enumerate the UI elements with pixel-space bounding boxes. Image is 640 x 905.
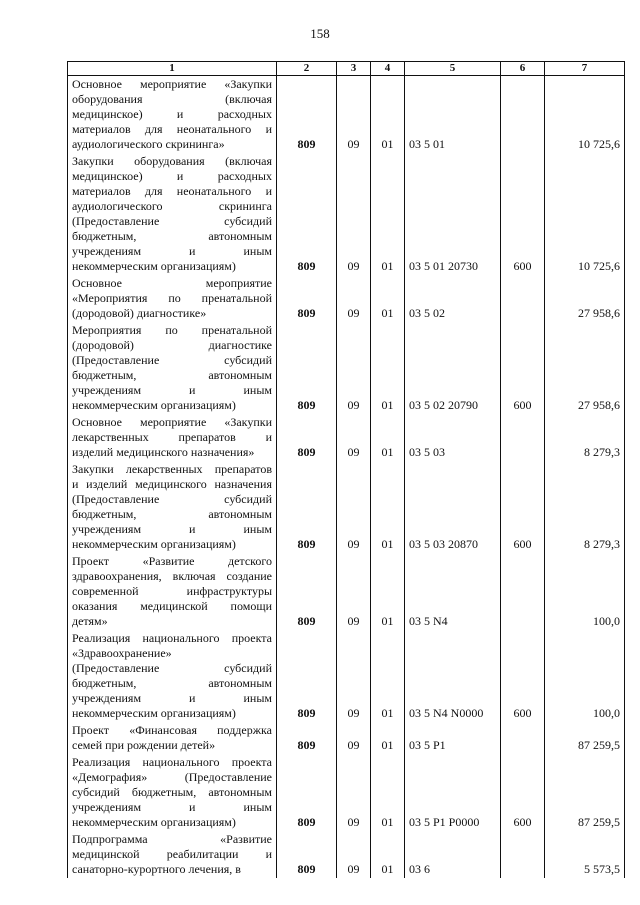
cell-section-code: 09 (337, 76, 371, 154)
cell-name-line: здравоохранения, включая создание (72, 569, 272, 583)
cell-amount: 27 958,6 (545, 322, 625, 414)
cell-name (68, 553, 277, 630)
cell-expense-type: 600 (501, 754, 545, 831)
cell-ministry-code: 809 (277, 76, 337, 154)
header-col-4: 4 (371, 62, 405, 76)
cell-name-line: материалов для неонатального и (72, 122, 272, 136)
cell-name-line: и изделий медицинского назначения (72, 477, 272, 491)
cell-section-code: 09 (337, 553, 371, 630)
table-row (68, 630, 625, 722)
cell-name-line: «Демография» (Предоставление (72, 770, 272, 784)
cell-name-line: некоммерческим организациям) (72, 706, 236, 720)
cell-name-line: Подпрограмма «Развитие (72, 832, 272, 846)
cell-subsection-code: 01 (371, 76, 405, 154)
cell-name-line: медицинской реабилитации и (72, 847, 272, 861)
cell-name-line: медицинское) и расходных (72, 169, 272, 183)
cell-name (68, 754, 277, 831)
cell-target-article: 03 5 01 20730 (405, 153, 501, 275)
cell-name-line: учреждениям и иным (72, 800, 272, 814)
cell-ministry-code: 809 (277, 831, 337, 878)
cell-name-line: медицинское) и расходных (72, 107, 272, 121)
table-row (68, 461, 625, 553)
cell-name-line: бюджетным, автономным (72, 507, 272, 521)
cell-target-article: 03 5 03 (405, 414, 501, 461)
cell-name-line: аудиологического скрининга (72, 199, 272, 213)
cell-expense-type (501, 553, 545, 630)
cell-name-line: Основное мероприятие «Закупки (72, 415, 272, 429)
cell-subsection-code: 01 (371, 322, 405, 414)
table-row (68, 275, 625, 322)
cell-name-line: некоммерческим организациям) (72, 398, 236, 412)
cell-name-line: (Предоставление субсидий (72, 214, 272, 228)
cell-name-line: бюджетным, автономным (72, 368, 272, 382)
header-col-2: 2 (277, 62, 337, 76)
cell-ministry-code: 809 (277, 153, 337, 275)
cell-name (68, 630, 277, 722)
cell-name-line: учреждениям и иным (72, 383, 272, 397)
cell-ministry-code: 809 (277, 414, 337, 461)
cell-expense-type (501, 76, 545, 154)
cell-subsection-code: 01 (371, 831, 405, 878)
cell-name-line: учреждениям и иным (72, 244, 272, 258)
cell-target-article: 03 5 N4 N0000 (405, 630, 501, 722)
cell-name-line: изделий медицинского назначения» (72, 445, 255, 459)
cell-amount: 10 725,6 (545, 76, 625, 154)
cell-section-code: 09 (337, 630, 371, 722)
cell-name-line: Мероприятия по пренатальной (72, 323, 272, 337)
cell-name-line: оказания медицинской помощи (72, 599, 272, 613)
cell-ministry-code: 809 (277, 275, 337, 322)
cell-expense-type (501, 275, 545, 322)
cell-amount: 87 259,5 (545, 722, 625, 754)
header-col-5: 5 (405, 62, 501, 76)
cell-subsection-code: 01 (371, 414, 405, 461)
cell-target-article: 03 5 02 (405, 275, 501, 322)
cell-subsection-code: 01 (371, 553, 405, 630)
table-row (68, 322, 625, 414)
cell-name (68, 322, 277, 414)
cell-amount: 8 279,3 (545, 461, 625, 553)
cell-target-article: 03 5 N4 (405, 553, 501, 630)
cell-name-line: материалов для неонатального и (72, 184, 272, 198)
cell-name-line: некоммерческим организациям) (72, 259, 236, 273)
cell-name-line: Проект «Финансовая поддержка (72, 723, 272, 737)
cell-name-line: (Предоставление субсидий (72, 353, 272, 367)
cell-expense-type: 600 (501, 322, 545, 414)
header-col-1: 1 (68, 62, 277, 76)
cell-name (68, 831, 277, 878)
header-col-7: 7 (545, 62, 625, 76)
cell-section-code: 09 (337, 275, 371, 322)
cell-name-line: «Мероприятия по пренатальной (72, 291, 272, 305)
table-row (68, 414, 625, 461)
cell-name-line: (дородовой) диагностике (72, 338, 272, 352)
cell-name-line: оборудования (включая (72, 92, 272, 106)
cell-section-code: 09 (337, 754, 371, 831)
cell-name-line: Основное мероприятие «Закупки (72, 77, 272, 91)
cell-expense-type (501, 831, 545, 878)
cell-ministry-code: 809 (277, 461, 337, 553)
cell-section-code: 09 (337, 831, 371, 878)
cell-subsection-code: 01 (371, 754, 405, 831)
cell-section-code: 09 (337, 153, 371, 275)
cell-ministry-code: 809 (277, 754, 337, 831)
cell-subsection-code: 01 (371, 722, 405, 754)
header-row (68, 62, 625, 76)
table-row (68, 553, 625, 630)
cell-expense-type: 600 (501, 630, 545, 722)
cell-section-code: 09 (337, 414, 371, 461)
cell-section-code: 09 (337, 461, 371, 553)
cell-amount: 10 725,6 (545, 153, 625, 275)
cell-subsection-code: 01 (371, 461, 405, 553)
cell-name-line: (Предоставление субсидий (72, 492, 272, 506)
page-number: 158 (310, 26, 330, 41)
header-col-6: 6 (501, 62, 545, 76)
cell-name-line: аудиологического скрининга» (72, 137, 225, 151)
cell-expense-type: 600 (501, 461, 545, 553)
cell-amount: 5 573,5 (545, 831, 625, 878)
cell-name-line: детям» (72, 614, 108, 628)
cell-expense-type: 600 (501, 153, 545, 275)
cell-name-line: Реализация национального проекта (72, 755, 272, 769)
cell-target-article: 03 5 P1 (405, 722, 501, 754)
cell-name-line: бюджетным, автономным (72, 676, 272, 690)
cell-ministry-code: 809 (277, 630, 337, 722)
cell-target-article: 03 5 03 20870 (405, 461, 501, 553)
cell-name (68, 722, 277, 754)
table-row (68, 754, 625, 831)
cell-name-line: лекарственных препаратов и (72, 430, 272, 444)
cell-expense-type (501, 722, 545, 754)
cell-target-article: 03 5 P1 P0000 (405, 754, 501, 831)
cell-name-line: (Предоставление субсидий (72, 661, 272, 675)
cell-amount: 8 279,3 (545, 414, 625, 461)
cell-name-line: Закупки оборудования (включая (72, 154, 272, 168)
cell-subsection-code: 01 (371, 153, 405, 275)
table-row (68, 831, 625, 878)
cell-name (68, 275, 277, 322)
cell-amount: 87 259,5 (545, 754, 625, 831)
cell-name-line: современной инфраструктуры (72, 584, 272, 598)
cell-name-line: (дородовой) диагностике» (72, 306, 207, 320)
cell-name (68, 153, 277, 275)
table-row (68, 722, 625, 754)
cell-subsection-code: 01 (371, 630, 405, 722)
table-body (68, 76, 625, 879)
cell-name-line: некоммерческим организациям) (72, 815, 236, 829)
cell-name-line: санаторно-курортного лечения, в (72, 862, 241, 876)
cell-section-code: 09 (337, 722, 371, 754)
cell-ministry-code: 809 (277, 322, 337, 414)
cell-name-line: Закупки лекарственных препаратов (72, 462, 272, 476)
cell-section-code: 09 (337, 322, 371, 414)
cell-amount: 100,0 (545, 553, 625, 630)
cell-name (68, 461, 277, 553)
budget-table (67, 61, 625, 878)
cell-ministry-code: 809 (277, 722, 337, 754)
cell-name (68, 414, 277, 461)
cell-target-article: 03 6 (405, 831, 501, 878)
header-col-3: 3 (337, 62, 371, 76)
cell-amount: 100,0 (545, 630, 625, 722)
cell-name-line: семей при рождении детей» (72, 738, 216, 752)
cell-name-line: некоммерческим организациям) (72, 537, 236, 551)
cell-expense-type (501, 414, 545, 461)
cell-target-article: 03 5 01 (405, 76, 501, 154)
cell-name-line: учреждениям и иным (72, 691, 272, 705)
cell-name-line: бюджетным, автономным (72, 229, 272, 243)
cell-name-line: учреждениям и иным (72, 522, 272, 536)
cell-name-line: субсидий бюджетным, автономным (72, 785, 272, 799)
cell-name-line: Основное мероприятие (72, 276, 272, 290)
cell-name-line: Реализация национального проекта (72, 631, 272, 645)
cell-target-article: 03 5 02 20790 (405, 322, 501, 414)
cell-name-line: «Здравоохранение» (72, 646, 172, 660)
cell-amount: 27 958,6 (545, 275, 625, 322)
cell-name (68, 76, 277, 154)
table-row (68, 76, 625, 154)
cell-name-line: Проект «Развитие детского (72, 554, 272, 568)
cell-subsection-code: 01 (371, 275, 405, 322)
table-row (68, 153, 625, 275)
cell-ministry-code: 809 (277, 553, 337, 630)
